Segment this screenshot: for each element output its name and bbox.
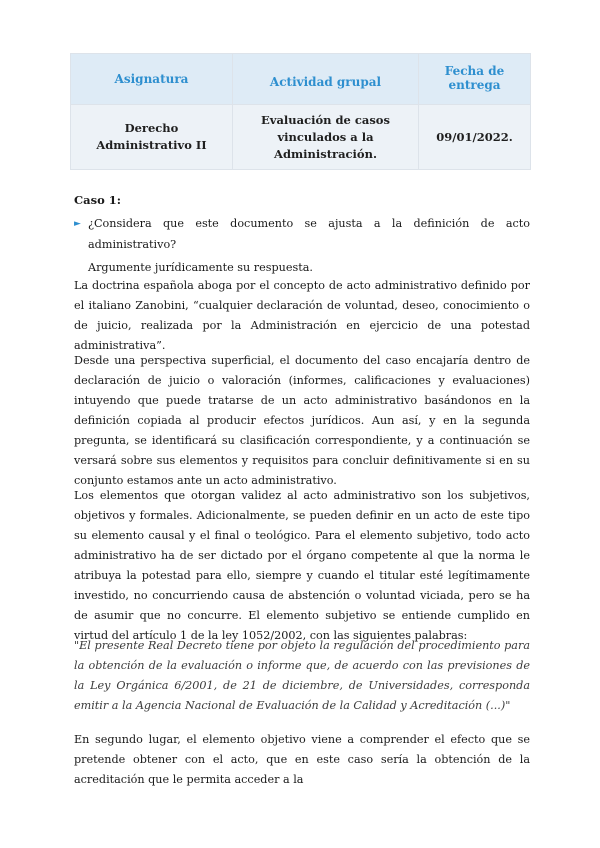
case-title: Caso 1: (74, 193, 121, 207)
paragraph-3: Los elementos que otorgan validez al acto administrativo son los subjetivos, objetivos y formales. Adicionalmente, se pueden definir en un acto de este tipo su elemento causal y el final o teológico. Para el elemento subjetivo, todo acto administrativo ha de ser dictado por el órgano competente al que la norma le atribuya la potestad para ello, siempre y cuando el titular esté legítimamente investido, no concurriendo causa de abstención o voluntad viciada, pero se ha de asumir que no concurre. El elemento subjetivo se entiende cumplido en virtud del artículo 1 de la ley 1052/2002, con las siguientes palabras: (74, 489, 530, 642)
paragraph-2: Desde una perspectiva superficial, el documento del caso encajaría dentro de declaración de juicio o valoración (informes, calificaciones y evaluaciones) intuyendo que puede tratarse de un acto administrativo basándonos en la definición copiada al producir efectos jurídicos. Aun así, y en la segunda pregunta, se identificará su clasificación correspondiente, y a continuación se versará sobre sus elementos y requisitos para concluir definitivamente si en su conjunto estamos ante un acto administrativo. (74, 354, 530, 487)
paragraph-1: La doctrina española aboga por el concepto de acto administrativo definido por el italiano Zanobini, “cualquier declaración de voluntad, deseo, conocimiento o de juicio, realizada por la Administración en ejercicio de una potestad administrativa”. (74, 279, 530, 352)
question-line-1: ¿Considera que este documento se ajusta a la definición de acto administrativo? (88, 217, 530, 251)
paragraph-4: En segundo lugar, el elemento objetivo viene a comprender el efecto que se pretende obtener con el acto, que en este caso sería la obtención de la acreditación que le permita acceder a la (74, 733, 530, 786)
value-row (71, 105, 531, 170)
date-value: 09/01/2022. (419, 105, 531, 170)
header-row (71, 54, 531, 105)
bullet-arrow-icon: ► (74, 219, 81, 229)
col-subject-header: Asignatura (71, 54, 233, 105)
quote-paragraph: "El presente Real Decreto tiene por objeto la regulación del procedimiento para la obtención de la evaluación o informe que, de acuerdo con las previsiones de la Ley Orgánica 6/2001, de 21 de diciembre, de Universidades, corresponda emitir a la Agencia Nacional de Evaluación de la Calidad y Acreditación (...)" (74, 639, 530, 712)
case-question (74, 214, 530, 279)
subject-value: Derecho Administrativo II (71, 105, 233, 170)
col-date-header: Fecha de entrega (419, 54, 531, 105)
question-line-2: Argumente jurídicamente su respuesta. (88, 261, 313, 274)
header-table (70, 53, 531, 170)
col-activity-header: Actividad grupal (233, 54, 419, 105)
activity-value: Evaluación de casos vinculados a la Administración. (233, 105, 419, 170)
